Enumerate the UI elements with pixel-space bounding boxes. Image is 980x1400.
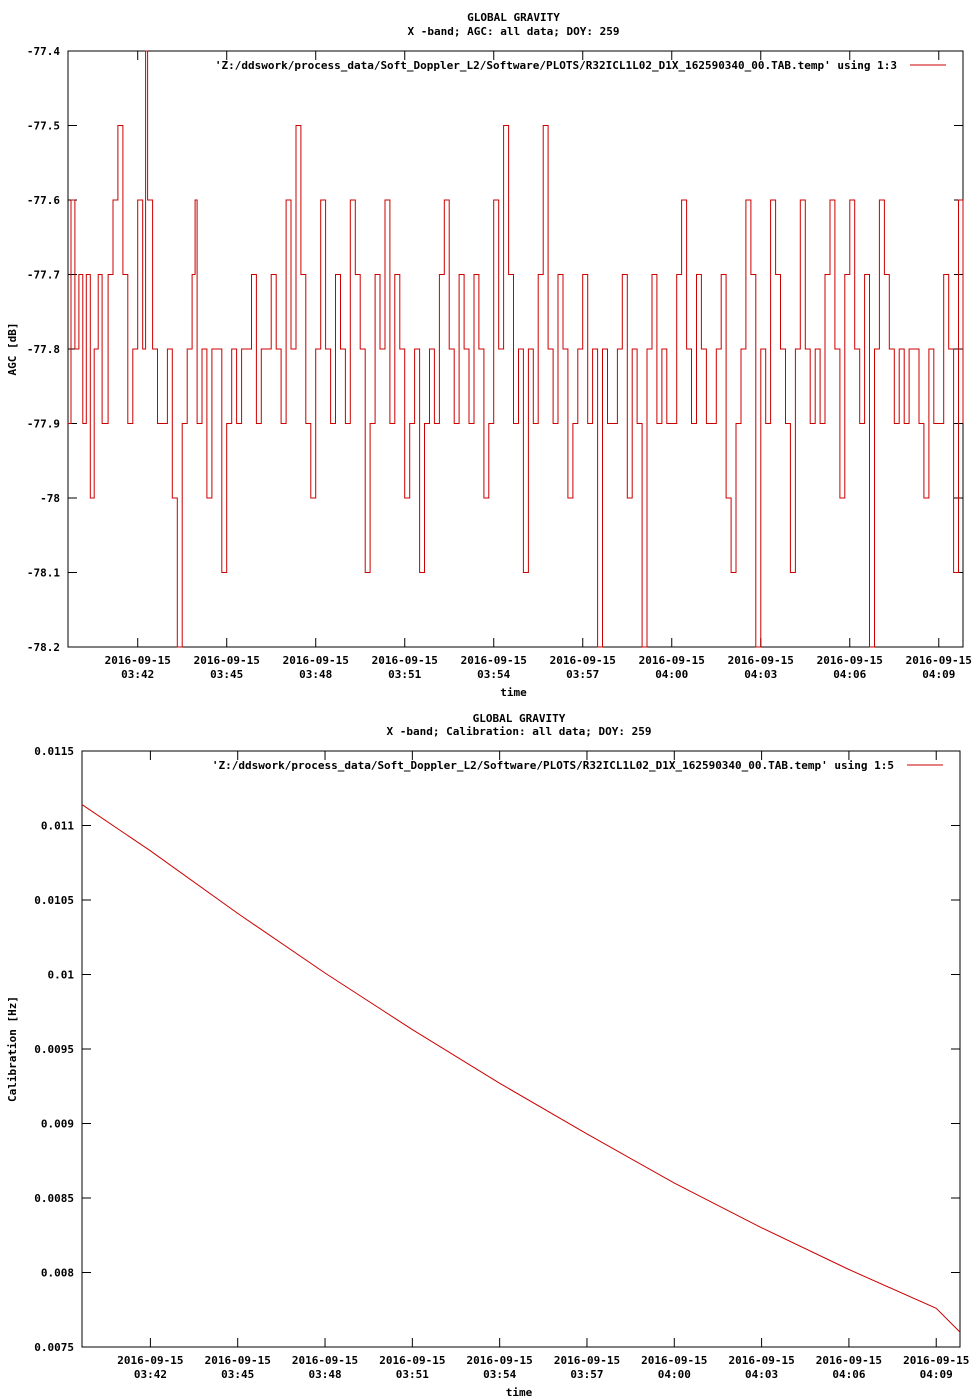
y-tick-label: 0.009	[40, 1117, 74, 1131]
chart-subtitle: X -band; AGC: all data; DOY: 259	[407, 25, 620, 38]
y-tick-label: 0.0085	[34, 1192, 74, 1205]
y-tick-label: -78.2	[26, 641, 60, 654]
x-tick-date-label: 2016-09-15	[641, 1354, 708, 1367]
x-tick-date-label: 2016-09-15	[549, 654, 616, 667]
x-tick-time-label: 03:54	[483, 1368, 517, 1381]
x-tick-date-label: 2016-09-15	[193, 654, 260, 667]
y-tick-label: -77.6	[26, 194, 60, 207]
y-axis-label: Calibration [Hz]	[6, 996, 19, 1102]
y-tick-label: 0.01	[47, 968, 74, 982]
chart-subtitle: X -band; Calibration: all data; DOY: 259	[386, 725, 652, 738]
x-tick-time-label: 04:03	[744, 668, 778, 681]
legend-label: 'Z:/ddswork/process_data/Soft_Doppler_L2/Software/PLOTS/R32ICL1L02_D1X_162590340_00.TAB.temp' using 1:5	[211, 759, 894, 772]
x-tick-time-label: 03:42	[121, 668, 155, 681]
x-axis-label: time	[505, 1386, 533, 1399]
x-tick-time-label: 03:45	[221, 1368, 255, 1381]
x-tick-date-label: 2016-09-15	[379, 1354, 446, 1367]
x-tick-date-label: 2016-09-15	[727, 654, 794, 667]
x-tick-date-label: 2016-09-15	[291, 1354, 359, 1367]
y-tick-label: -78	[40, 492, 60, 505]
legend-label: 'Z:/ddswork/process_data/Soft_Doppler_L2/Software/PLOTS/R32ICL1L02_D1X_162590340_00.TAB.temp' using 1:3	[214, 59, 897, 72]
x-tick-date-label: 2016-09-15	[905, 654, 972, 667]
x-tick-time-label: 03:54	[477, 668, 511, 681]
chart-title: GLOBAL GRAVITY	[467, 11, 560, 24]
y-tick-label: 0.008	[40, 1266, 74, 1280]
x-tick-date-label: 2016-09-15	[816, 654, 883, 667]
x-tick-time-label: 04:06	[832, 1368, 866, 1381]
x-tick-time-label: 03:51	[388, 668, 422, 681]
x-tick-date-label: 2016-09-15	[117, 1354, 184, 1367]
y-tick-label: -77.5	[26, 119, 60, 133]
series-line	[68, 51, 963, 647]
y-tick-label: 0.0075	[34, 1341, 74, 1354]
x-axis-label: time	[500, 686, 527, 699]
x-tick-time-label: 03:57	[566, 668, 600, 681]
y-tick-label: 0.0115	[34, 745, 74, 758]
x-tick-date-label: 2016-09-15	[104, 654, 171, 667]
y-axis-label: AGC [dB]	[6, 322, 19, 376]
x-tick-date-label: 2016-09-15	[815, 1354, 883, 1367]
x-tick-time-label: 04:09	[922, 668, 956, 681]
x-tick-time-label: 03:45	[210, 668, 244, 681]
y-tick-label: 0.0105	[34, 894, 74, 907]
y-tick-label: 0.011	[40, 819, 74, 833]
y-tick-label: -77.7	[26, 268, 60, 282]
x-tick-time-label: 03:51	[395, 1368, 429, 1381]
y-tick-label: -77.4	[26, 45, 60, 58]
x-tick-date-label: 2016-09-15	[466, 1354, 533, 1367]
chart-title: GLOBAL GRAVITY	[472, 712, 566, 725]
x-tick-date-label: 2016-09-15	[282, 654, 349, 667]
x-tick-time-label: 03:57	[570, 1368, 604, 1381]
series-line	[82, 805, 960, 1333]
y-tick-label: -77.8	[26, 343, 60, 356]
x-tick-date-label: 2016-09-15	[553, 1354, 621, 1367]
x-tick-time-label: 03:48	[308, 1368, 342, 1381]
y-tick-label: 0.0095	[34, 1043, 74, 1056]
x-tick-date-label: 2016-09-15	[728, 1354, 795, 1367]
y-tick-label: -77.9	[26, 417, 60, 431]
x-tick-date-label: 2016-09-15	[204, 1354, 271, 1367]
x-tick-date-label: 2016-09-15	[371, 654, 438, 667]
x-tick-time-label: 04:06	[833, 668, 867, 681]
x-tick-date-label: 2016-09-15	[460, 654, 527, 667]
x-tick-time-label: 04:03	[745, 1368, 779, 1381]
x-tick-date-label: 2016-09-15	[903, 1354, 970, 1367]
x-tick-date-label: 2016-09-15	[638, 654, 705, 667]
x-tick-time-label: 03:42	[133, 1368, 167, 1381]
x-tick-time-label: 04:09	[919, 1368, 953, 1381]
x-tick-time-label: 04:00	[657, 1368, 691, 1381]
plot-frame	[82, 751, 960, 1347]
x-tick-time-label: 03:48	[299, 668, 333, 681]
x-tick-time-label: 04:00	[655, 668, 689, 681]
y-tick-label: -78.1	[26, 566, 60, 580]
